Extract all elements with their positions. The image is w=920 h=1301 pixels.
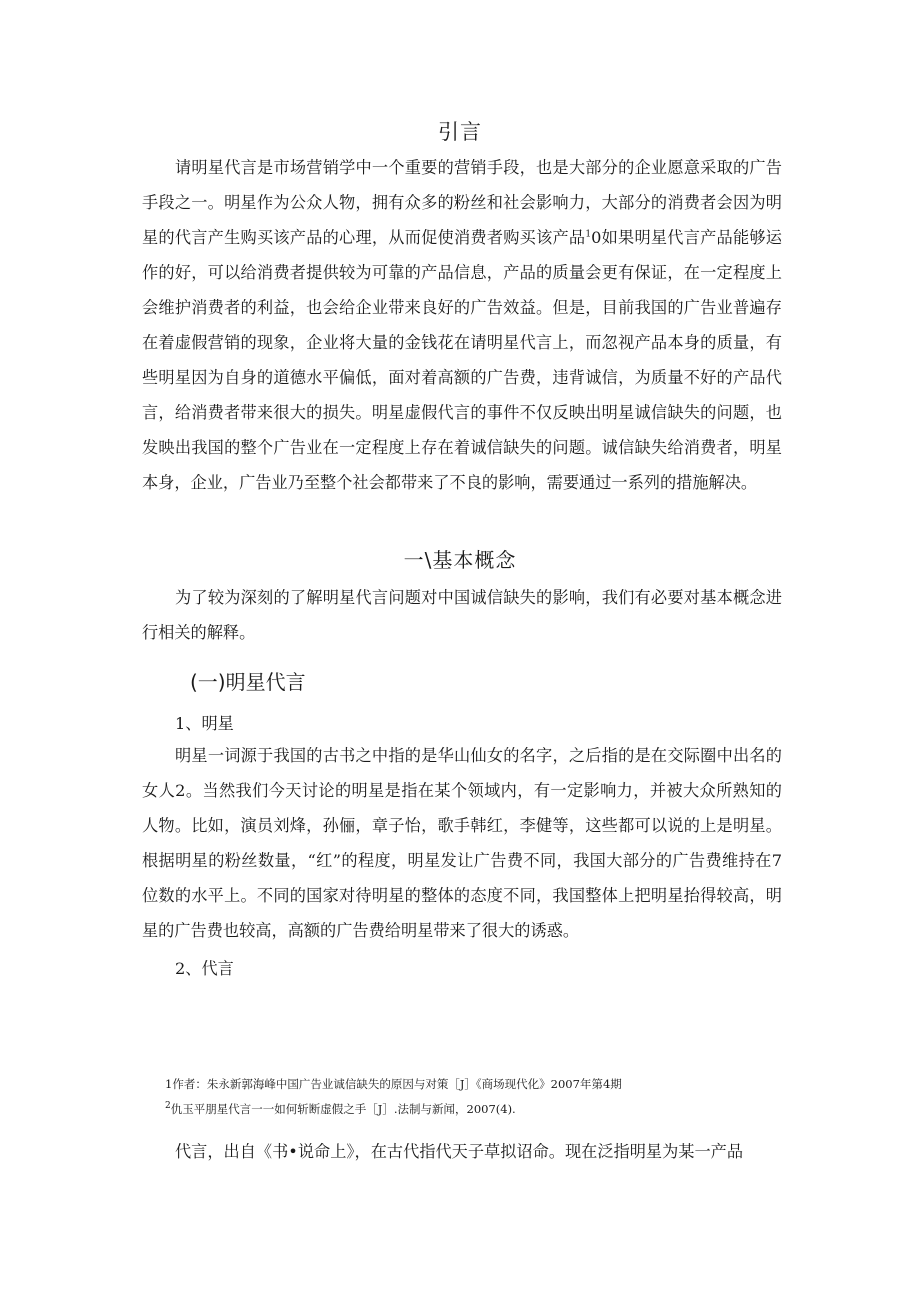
- section-title-basic-concepts: 一\基本概念: [403, 548, 517, 572]
- footnote-mark-1: 1: [585, 229, 592, 240]
- item-label-celebrity: 1、明星: [175, 714, 234, 733]
- footnote-2: [165, 1101, 516, 1117]
- section1-paragraph: 为了较为深刻的了解明星代言问题对中国诚信缺失的影响，我们有必要对基本概念进行相关的解释。: [142, 588, 782, 642]
- footnote-1: 1作者：朱永新郭海峰中国广告业诚信缺失的原因与对策［J］《商场现代化》2007年第4期: [165, 1077, 622, 1091]
- celebrity-paragraph: 明星一词源于我国的古书之中指的是华山仙女的名字，之后指的是在交际圈中出名的女人2。当然我们今天讨论的明星是指在某个领域内，有一定影响力，并被大众所熟知的人物。比如，演员刘烽，孙俪，章子怡，歌手韩红，李健等，这些都可以说的上是明星。根据明星的粉丝数量，“红”的程度，明星发让广告费不同，我国大部分的广告费维持在7位数的水平上。不同的国家对待明星的整体的态度不同，我国整体上把明星抬得较高，明星的广告费也较高，高额的广告费给明星带来了很大的诱惑。: [142, 746, 782, 940]
- footnote-2-text: 仇玉平朋星代言一一如何斩断虚假之手［J］.法制与新闻，2007(4).: [170, 1102, 516, 1116]
- footnote-2-mark: 2: [165, 1101, 171, 1112]
- intro-paragraph-rest: 0如果明星代言产品能够运作的好，可以给消费者提供较为可靠的产品信息，产品的质量会更有保证，在一定程度上会维护消费者的利益，也会给企业带来良好的广告效益。但是，目前我国的广告业普遍存在着虚假营销的现象，企业将大量的金钱花在请明星代言上，而忽视产品本身的质量，有些明星因为自身的道德水平偏低，面对着高额的广告费，违背诚信，为质量不好的产品代言，给消费者带来很大的损失。明星虚假代言的事件不仅反映出明星诚信缺失的问题，也发映出我国的整个广告业在一定程度上存在着诚信缺失的问题。诚信缺失给消费者，明星本身，企业，广告业乃至整个社会都带来了不良的影响，需要通过一系列的措施解决。: [142, 228, 782, 492]
- continuation-paragraph: 代言，出自《书•说命上》，在古代指代天子草拟诏命。现在泛指明星为某一产品: [175, 1142, 744, 1161]
- item-label-endorsement: 2、代言: [175, 959, 234, 978]
- intro-title: 引言: [438, 120, 482, 144]
- intro-paragraph: [142, 150, 782, 500]
- intro-paragraph-text: 请明星代言是市场营销学中一个重要的营销手段，也是大部分的企业愿意采取的广告手段之一。明星作为公众人物，拥有众多的粉丝和社会影响力，大部分的消费者会因为明星的代言产生购买该产品的心理，从而促使消费者购买该产品: [142, 158, 782, 247]
- subsection-title-celebrity-endorsement: (一)明星代言: [190, 670, 306, 694]
